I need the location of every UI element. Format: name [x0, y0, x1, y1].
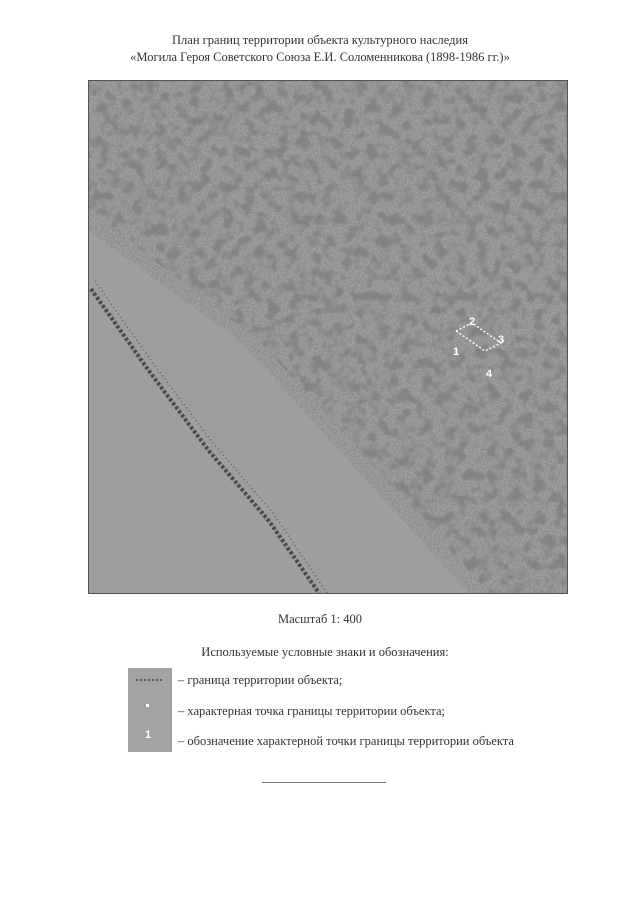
legend-symbols [128, 668, 172, 752]
title-line-2: «Могила Героя Советского Союза Е.И. Соломенникова (1898-1986 гг.)» [130, 50, 510, 64]
signature-line [262, 782, 386, 783]
point-symbol [146, 704, 149, 707]
legend-title: Используемые условные знаки и обозначения: [201, 645, 449, 659]
map-point-label-3: 3 [497, 334, 505, 346]
scale-label: Масштаб 1: 400 [277, 612, 363, 626]
point-label-symbol: 1 [144, 729, 152, 741]
map-point-label-2: 2 [468, 316, 476, 328]
document-title [0, 32, 640, 66]
aerial-map [88, 80, 568, 594]
map-image [89, 81, 567, 593]
legend-item-boundary: – граница территории объекта; [178, 673, 343, 687]
map-point-label-1: 1 [452, 346, 460, 358]
title-line-1: План границ территории объекта культурного наследия [172, 33, 468, 47]
legend-item-point: – характерная точка границы территории объекта; [178, 704, 446, 718]
legend-item-point-label: – обозначение характерной точки границы территории объекта [178, 734, 514, 748]
map-point-label-4: 4 [485, 368, 493, 380]
